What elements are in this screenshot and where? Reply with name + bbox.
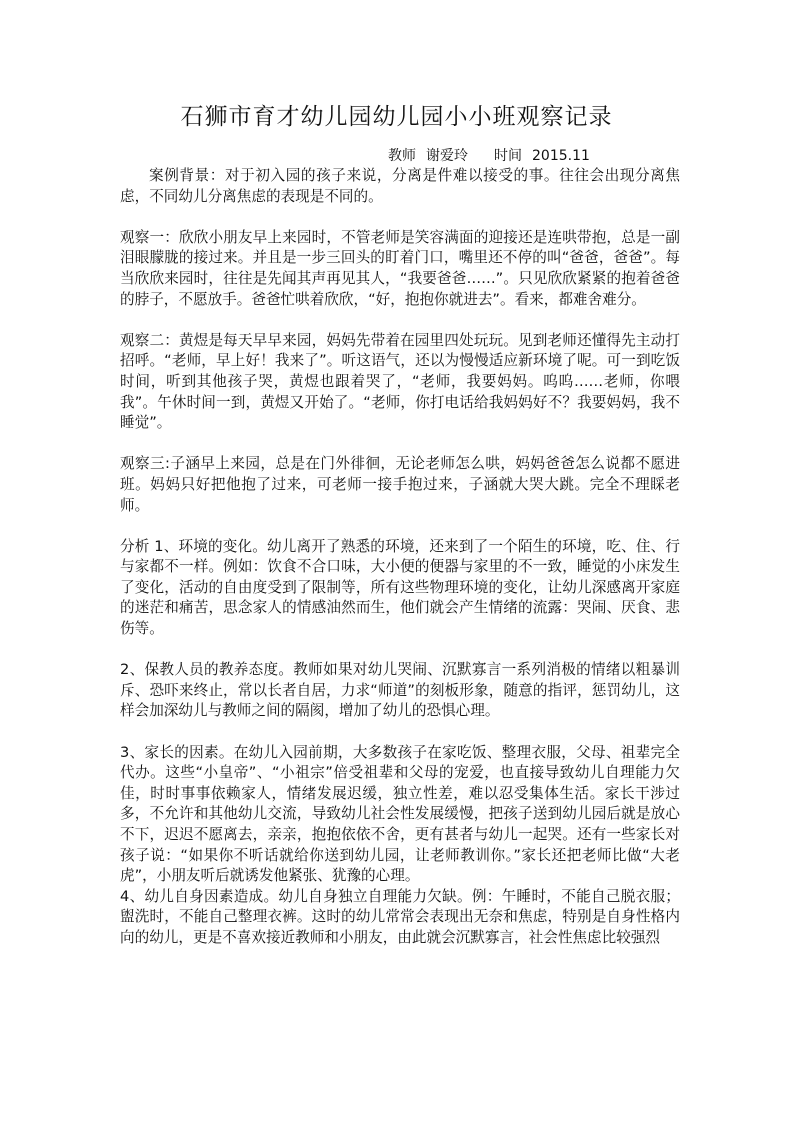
paragraph-analysis-4: 4、幼儿自身因素造成。幼儿自身独立自理能力欠缺。例：午睡时，不能自己脱衣服；盥洗时，不能自己整理衣裤。这时的幼儿常常会表现出无奈和焦虑，特别是自身性格内向的幼儿，更是不喜欢接近教师和小朋友，由此就会沉默寡言，社会性焦虑比较强烈 — [120, 887, 680, 946]
document-body — [120, 166, 680, 949]
paragraph-analysis-2: 2、保教人员的教养态度。教师如果对幼儿哭闹、沉默寡言一系列消极的情绪以粗暴训斥、恐吓来终止，常以长者自居，力求“师道”的刻板形象，随意的指评，惩罚幼儿，这样会加深幼儿与教师之间的隔阂，增加了幼儿的恐惧心理。 — [120, 661, 680, 720]
teacher-label: 教师 — [388, 148, 416, 164]
author-date-line — [388, 146, 590, 166]
paragraph-analysis-1: 分析 1、环境的变化。幼儿离开了熟悉的环境，还来到了一个陌生的环境，吃、住、行与家都不一样。例如：饮食不合口味，大小便的便器与家里的不一致，睡觉的小床发生了变化，活动的自由度受到了限制等，所有这些物理环境的变化，让幼儿深感离开家庭的迷茫和痛苦，思念家人的情感油然而生，他们就会产生情绪的流露：哭闹、厌食、悲伤等。 — [120, 537, 680, 638]
paragraph-analysis-3: 3、家长的因素。在幼儿入园前期，大多数孩子在家吃饭、整理衣服，父母、祖辈完全代办。这些“小皇帝”、“小祖宗”倍受祖辈和父母的宠爱，也直接导致幼儿自理能力欠佳，时时事事依赖家人，情绪发展迟缓，独立性差，难以忍受集体生活。家长干涉过多，不允许和其他幼儿交流，导致幼儿社会性发展缓慢，把孩子送到幼儿园后就是放心不下，迟迟不愿离去，亲亲，抱抱依依不舍，更有甚者与幼儿一起哭。还有一些家长对孩子说：“如果你不听话就给你送到幼儿园，让老师教训你。”家长还把老师比做“大老虎”，小朋友听后就诱发他紧张、犹豫的心理。 — [120, 743, 680, 885]
time-value: 2015.11 — [532, 148, 590, 164]
teacher-name: 谢爱玲 — [426, 148, 468, 164]
paragraph-background: 案例背景：对于初入园的孩子来说，分离是件难以接受的事。往往会出现分离焦虑，不同幼儿分离焦虑的表现是不同的。 — [120, 167, 680, 205]
paragraph-observation-1: 观察一：欣欣小朋友早上来园时，不管老师是笑容满面的迎接还是连哄带抱，总是一副泪眼朦胧的接过来。并且是一步三回头的盯着门口，嘴里还不停的叫“爸爸，爸爸”。每当欣欣来园时，往往是先闻其声再见其人，“我要爸爸……”。只见欣欣紧紧的抱着爸爸的脖子，不愿放手。爸爸忙哄着欣欣，“好，抱抱你就进去”。看来，都难舍难分。 — [120, 228, 680, 308]
time-label: 时间 — [494, 148, 522, 164]
paragraph-observation-2: 观察二：黄煜是每天早早来园，妈妈先带着在园里四处玩玩。见到老师还懂得先主动打招呼。“老师，早上好！我来了”。听这语气，还以为慢慢适应新环境了呢。可一到吃饭时间，听到其他孩子哭，黄煜也跟着哭了，“老师，我要妈妈。呜呜……老师，你喂我”。午休时间一到，黄煜又开始了。“老师，你打电话给我妈妈好不？我要妈妈，我不睡觉”。 — [120, 331, 680, 432]
page-title: 石狮市育才幼儿园幼儿园小小班观察记录 — [180, 104, 613, 130]
paragraph-observation-3: 观察三:子涵早上来园，总是在门外徘徊，无论老师怎么哄，妈妈爸爸怎么说都不愿进班。妈妈只好把他抱了过来，可老师一接手抱过来，子涵就大哭大跳。完全不理睬老师。 — [120, 455, 680, 514]
